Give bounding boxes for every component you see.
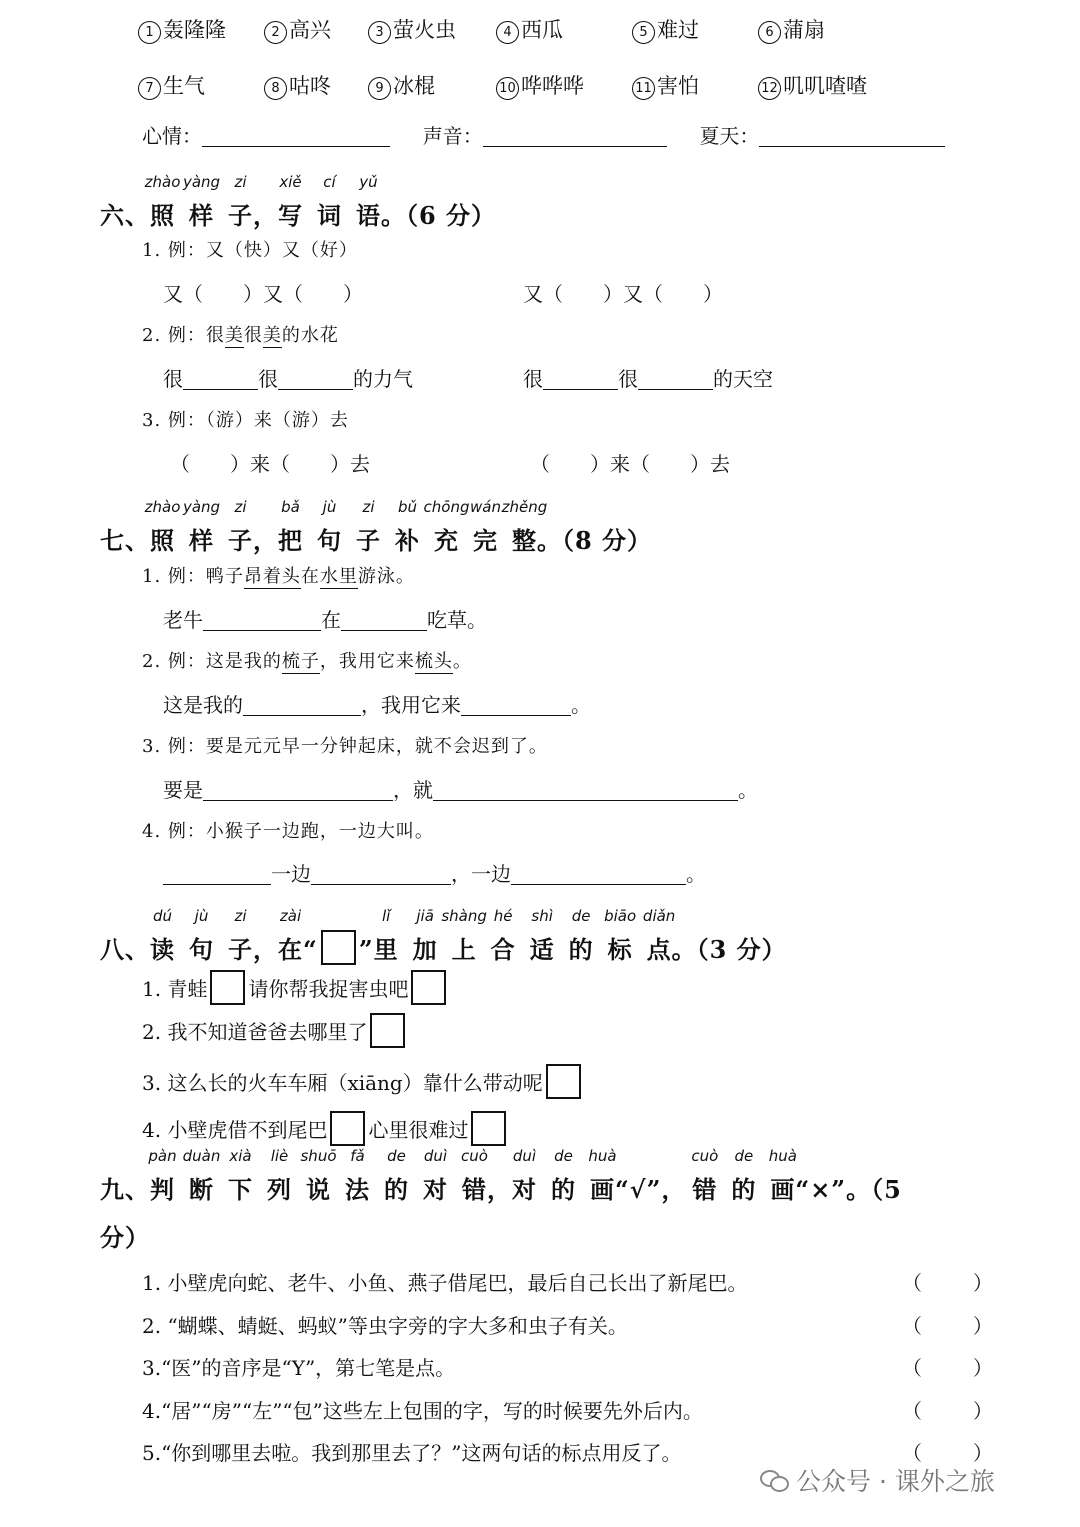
answer-parentheses[interactable]: （ ） [902,1441,993,1465]
pinyin: cuò [691,1147,719,1165]
s6-q1-line: 又（ ）又（ ） [163,282,363,306]
section9-heading [100,1147,902,1205]
option-word: 生气 [163,74,205,98]
blank[interactable] [203,608,321,631]
pinyin: duì [512,1147,537,1165]
pinyin: yàng [182,173,221,191]
option-item [496,70,584,100]
punct-box[interactable] [330,1111,365,1146]
pinyin: shuō [300,1147,337,1165]
judge-item: 2. “蝴蝶、蜻蜓、蚂蚁”等虫字旁的字大多和虫子有关。 [142,1314,628,1338]
option-item [758,14,825,44]
section-number: 九、 [100,1175,150,1204]
heading-char [228,498,253,556]
heading-char [384,1147,409,1205]
hanzi: 整 [512,526,537,555]
option-word: 害怕 [657,74,699,98]
mood-blank[interactable] [202,124,390,147]
blank[interactable] [163,862,271,885]
option-item [138,14,226,44]
hanzi: 完 [473,526,498,555]
category-line [142,120,945,149]
pinyin: shàng [441,907,487,925]
pinyin: huà [588,1147,617,1165]
s7-q2-line: 这是我的 ，我用它来 。 [163,693,591,717]
answer-parentheses[interactable]: （ ） [902,1399,993,1423]
option-item [368,14,456,44]
heading-char [317,498,342,556]
hanzi: 适 [529,935,555,964]
option-word: 难过 [657,18,699,42]
option-item [496,14,563,44]
option-number: 3 [368,21,391,44]
section-number: 八、 [100,935,150,964]
hanzi: 法 [345,1175,370,1204]
option-number: 5 [632,21,655,44]
hanzi: 标 [607,935,633,964]
heading-char [278,907,303,965]
pinyin: pàn [148,1147,177,1165]
heading-char [278,173,303,231]
hanzi: 样 [189,201,214,230]
heading-char [512,1147,537,1205]
hanzi: 画 [590,1175,615,1204]
heading-char [731,1147,757,1205]
hanzi: 读 [150,935,175,964]
comma: ， [487,1175,512,1204]
s6-q3-line-2: （ ）来（ ）去 [530,452,730,476]
hanzi: 把 [278,526,303,555]
option-number: 10 [496,77,519,100]
pinyin: huà [768,1147,797,1165]
hanzi: 错 [692,1175,718,1204]
heading-char [395,498,420,556]
judge-item: 5.“你到哪里去啦。我到那里去了？”这两句话的标点用反了。 [142,1441,682,1465]
hanzi: 的 [568,935,594,964]
judge-item: 1. 小壁虎向蛇、老牛、小鱼、燕子借尾巴，最后自己长出了新尾巴。 [142,1271,748,1295]
heading-char [189,907,214,965]
s6-q1-example: 1. 例：又（快）又（好） [142,240,358,261]
pinyin: de [387,1147,406,1165]
hanzi: 断 [189,1175,214,1204]
pinyin: zi [362,498,375,516]
hanzi: 里 [373,935,399,964]
punct-box[interactable] [546,1064,581,1099]
heading-char [490,907,516,965]
option-item [632,14,699,44]
hanzi: 句 [189,935,214,964]
pinyin: dú [152,907,173,925]
blank[interactable] [433,778,738,801]
s7-q3-line: 要是 ，就 。 [163,778,758,802]
option-number: 9 [368,77,391,100]
option-item [264,14,331,44]
heading-char [461,1147,488,1205]
pinyin: shì [531,907,553,925]
s7-q3-example: 3. 例：要是元元早一分钟起床，就不会迟到了。 [142,736,548,757]
pinyin: cuò [461,1147,488,1165]
punct-box[interactable] [210,970,245,1005]
section9-heading-tail: 分） [100,1223,150,1252]
quote-open: “ [303,935,318,964]
answer-parentheses[interactable]: （ ） [902,1314,993,1338]
s6-q2-line-2: 很 很 的天空 [523,367,773,391]
comma: ， [253,526,278,555]
option-word: 蒲扇 [783,18,825,42]
option-item [758,70,867,100]
pinyin: xià [229,1147,252,1165]
check-mark-text: “√”， [615,1175,687,1204]
heading-tail: 。（3 分） [671,935,787,964]
pinyin: chōng [423,498,470,516]
box-symbol [321,930,356,965]
s8-q2: 2. 我不知道爸爸去哪里了 [142,1013,408,1048]
pinyin: yǔ [359,173,378,191]
hanzi: 错 [462,1175,487,1204]
heading-tail: 。（6 分） [381,201,497,230]
summer-blank[interactable] [759,124,945,147]
wechat-icon [760,1470,788,1492]
hanzi: 充 [434,526,459,555]
option-number: 12 [758,77,781,100]
option-item [138,70,205,100]
option-word: 叽叽喳喳 [783,74,867,98]
section8-heading [100,907,787,965]
hanzi: 子 [228,526,253,555]
heading-char [150,907,175,965]
heading-char [529,907,555,965]
pinyin: jiā [416,907,434,925]
pinyin: diǎn [642,907,676,925]
option-number: 11 [632,77,655,100]
section-number: 七、 [100,526,150,555]
heading-char [768,1147,797,1205]
option-item [368,70,435,100]
hanzi: 下 [228,1175,253,1204]
heading-char [642,907,676,965]
heading-char [148,1147,177,1205]
option-number: 6 [758,21,781,44]
hanzi: 的 [551,1175,576,1204]
pinyin: cí [323,173,336,191]
s7-q2-example: 2. 例：这是我的梳子，我用它来梳头。 [142,651,472,672]
s6-q2-line: 很 很 的力气 [163,367,413,391]
heading-char [691,1147,719,1205]
pinyin: zi [234,907,247,925]
option-word: 冰棍 [393,74,435,98]
section6-heading [100,173,497,231]
pinyin: bǔ [397,498,418,516]
heading-char [182,1147,221,1205]
pinyin: liè [270,1147,289,1165]
hanzi: 照 [150,201,175,230]
pinyin: zhào [144,498,181,516]
s6-q3-line: （ ）来（ ）去 [170,452,370,476]
pinyin: zhào [144,173,181,191]
s8-q4: 4. 小壁虎借不到尾巴 心里很难过 [142,1111,509,1146]
pinyin: zi [234,498,247,516]
category-mood: 心情： [142,124,202,148]
sound-blank[interactable] [483,124,667,147]
heading-char [373,907,399,965]
hanzi: 画 [770,1175,796,1204]
heading-char [300,1147,337,1205]
pinyin: duàn [182,1147,221,1165]
hanzi: 的 [731,1175,757,1204]
quote-close: ” [358,935,374,964]
heading-char [182,498,221,556]
heading-char [278,498,303,556]
blank[interactable] [183,367,258,390]
option-number: 8 [264,77,287,100]
watermark: 公众号 · 课外之旅 [760,1462,995,1498]
pinyin: jù [194,907,209,925]
pinyin: hé [493,907,513,925]
section-number: 六、 [100,201,150,230]
s7-q4-example: 4. 例：小猴子一边跑，一边大叫。 [142,821,434,842]
heading-char [345,1147,370,1205]
pinyin: duì [423,1147,448,1165]
hanzi: 上 [451,935,477,964]
heading-char [267,1147,292,1205]
hanzi: 子 [356,526,381,555]
heading-char [228,907,253,965]
pinyin: zhěng [501,498,548,516]
pinyin: zi [234,173,247,191]
pinyin: de [571,907,591,925]
blank[interactable] [243,693,361,716]
heading-char [423,1147,448,1205]
option-number: 4 [496,21,519,44]
heading-char [182,173,221,231]
s6-q1-line-2: 又（ ）又（ ） [523,282,723,306]
s8-q1: 1. 青蛙 请你帮我捉害虫吧 [142,970,449,1005]
heading-char [228,173,253,231]
punct-box[interactable] [411,970,446,1005]
pinyin: de [554,1147,573,1165]
pinyin: yàng [182,498,221,516]
comma: ， [253,935,278,964]
heading-tail: 。（8 分） [537,526,653,555]
hanzi: 在 [278,935,303,964]
option-word: 轰隆隆 [163,18,226,42]
category-summer: 夏天： [699,124,760,148]
option-item [264,70,331,100]
hanzi: 对 [512,1175,537,1204]
cross-mark-text: “×”。（5 [795,1175,902,1204]
blank[interactable] [461,693,571,716]
heading-char [604,907,637,965]
s6-q3-example: 3. 例：（游）来（游）去 [142,410,349,431]
pinyin: de [734,1147,754,1165]
pinyin: biāo [604,907,637,925]
comma: ， [253,201,278,230]
blank[interactable] [543,367,618,390]
blank[interactable] [341,608,427,631]
hanzi: 合 [490,935,516,964]
pinyin: wán [470,498,501,516]
hanzi: 加 [412,935,438,964]
answer-parentheses[interactable]: （ ） [902,1271,993,1295]
option-word: 哗哗哗 [521,74,584,98]
s7-q1-line: 老牛 在 吃草。 [163,608,487,632]
answer-parentheses[interactable]: （ ） [902,1356,993,1380]
hanzi: 子 [228,201,253,230]
heading-char [144,498,181,556]
pinyin: xiě [279,173,302,191]
hanzi: 列 [267,1175,292,1204]
hanzi: 词 [317,201,342,230]
heading-char [441,907,487,965]
s7-q4-line: 一边 ，一边 。 [163,858,706,887]
hanzi: 补 [395,526,420,555]
hanzi: 判 [150,1175,175,1204]
s7-q1-example: 1. 例：鸭子昂着头在水里游泳。 [142,566,415,587]
heading-char [551,1147,576,1205]
punct-box[interactable] [471,1111,506,1146]
hanzi: 对 [423,1175,448,1204]
option-word: 咕咚 [289,74,331,98]
heading-char [317,173,342,231]
pinyin: fǎ [350,1147,365,1165]
hanzi: 写 [278,201,303,230]
hanzi: 样 [189,526,214,555]
s8-q3: 3. 这么长的火车车厢（xiāng）靠什么带动呢 [142,1064,584,1099]
option-number: 2 [264,21,287,44]
heading-char [228,1147,253,1205]
blank[interactable] [311,862,451,885]
hanzi: 句 [317,526,342,555]
judge-item: 4.“居”“房”“左”“包”这些左上包围的字，写的时候要先外后内。 [142,1399,703,1423]
punct-box[interactable] [370,1013,405,1048]
option-item [632,70,699,100]
heading-char [356,498,381,556]
judge-item: 3.“医”的音序是“Y”，第七笔是点。 [142,1356,456,1380]
blank[interactable] [638,367,713,390]
hanzi: 说 [306,1175,331,1204]
pinyin: jù [322,498,337,516]
heading-char [470,498,501,556]
hanzi: 子 [228,935,253,964]
option-word: 西瓜 [521,18,563,42]
option-word: 萤火虫 [393,18,456,42]
hanzi: 的 [384,1175,409,1204]
heading-char [144,173,181,231]
heading-char [588,1147,617,1205]
hanzi: 语 [356,201,381,230]
pinyin: lǐ [381,907,391,925]
blank[interactable] [203,778,393,801]
heading-char [356,173,381,231]
blank[interactable] [278,367,353,390]
heading-char [568,907,594,965]
pinyin: zài [279,907,302,925]
blank[interactable] [511,862,686,885]
heading-char [412,907,438,965]
option-word: 高兴 [289,18,331,42]
section7-heading [100,498,653,556]
hanzi: 点 [646,935,672,964]
hanzi: 照 [150,526,175,555]
heading-char [501,498,548,556]
s6-q2-example: 2. 例：很美很美的水花 [142,325,339,346]
option-number: 7 [138,77,161,100]
category-sound: 声音： [422,124,483,148]
pinyin: bǎ [281,498,300,516]
heading-char [423,498,470,556]
option-number: 1 [138,21,161,44]
